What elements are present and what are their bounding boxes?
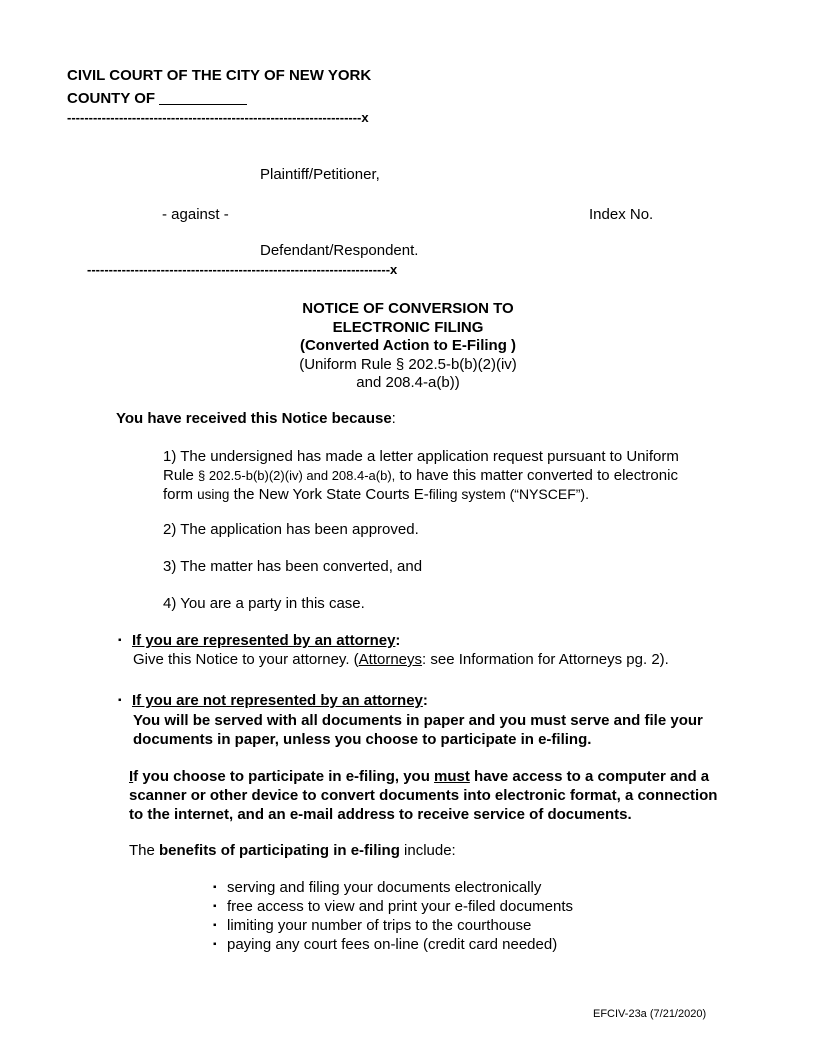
plaintiff-label: Plaintiff/Petitioner, — [260, 166, 380, 183]
benefits-intro — [129, 842, 456, 859]
county-blank-field[interactable] — [159, 90, 247, 105]
list-item — [213, 935, 573, 954]
reason-item-1-rule-cite: § 202.5-b(b)(2)(iv) and 208.4-a(b), — [198, 467, 396, 483]
not-represented-heading-colon: : — [422, 692, 428, 709]
represented-heading-text: If you are represented by an attorney — [132, 632, 396, 649]
notice-title — [258, 300, 558, 393]
reason-item-1-nyscef: filing system (“NYSCEF”). — [428, 486, 589, 502]
list-item — [213, 897, 573, 916]
benefit-text: free access to view and print your e-filed documents — [227, 898, 574, 915]
title-line-3: (Converted Action to E-Filing ) — [299, 337, 517, 354]
reason-item-1-using: using — [197, 487, 230, 502]
bullet-icon: ▪ — [118, 695, 122, 706]
bullet-icon: ▪ — [213, 901, 217, 912]
benefit-text: paying any court fees on-line (credit card needed) — [227, 936, 558, 953]
not-represented-line-2: documents in paper, unless you choose to participate in e-filing. — [133, 731, 592, 748]
participate-first-letter: I — [129, 768, 134, 785]
list-item — [213, 878, 573, 897]
participate-line-1-b: have access to a computer and a — [469, 768, 710, 785]
attorneys-link[interactable]: Attorneys — [358, 651, 423, 668]
not-represented-heading — [118, 692, 428, 709]
not-represented-text — [133, 711, 703, 749]
bullet-icon: ▪ — [213, 882, 217, 893]
reason-item-4: 4) You are a party in this case. — [163, 595, 365, 612]
participate-requirements — [129, 767, 717, 824]
participate-line-1 — [129, 767, 717, 786]
represented-heading-colon: : — [395, 632, 401, 649]
county-label: COUNTY OF — [67, 90, 156, 107]
index-number-label: Index No. — [589, 206, 654, 223]
form-identifier: EFCIV-23a (7/21/2020) — [593, 1008, 707, 1020]
represented-heading — [118, 632, 400, 649]
benefits-intro-b: include: — [399, 842, 456, 859]
participate-line-2: scanner or other device to convert documents into electronic format, a connection — [129, 787, 718, 804]
represented-text-b: : see Information for Attorneys pg. 2). — [422, 651, 669, 668]
list-item — [213, 916, 573, 935]
reason-heading-text: You have received this Notice because — [116, 410, 392, 427]
reason-item-2: 2) The application has been approved. — [163, 521, 419, 538]
county-line — [67, 90, 247, 107]
title-line-2: ELECTRONIC FILING — [332, 318, 484, 336]
benefits-intro-bold: benefits of participating in e-filing — [159, 842, 400, 859]
benefits-intro-a: The — [129, 842, 160, 859]
represented-instruction — [133, 651, 669, 668]
reason-item-3: 3) The matter has been converted, and — [163, 558, 423, 575]
reason-heading-colon: : — [391, 410, 396, 427]
participate-line-1-a: f you choose to participate in e-filing, you — [133, 768, 435, 785]
defendant-label: Defendant/Respondent. — [260, 242, 419, 259]
title-line-5: and 208.4-a(b)) — [356, 374, 460, 391]
bullet-icon: ▪ — [213, 920, 217, 931]
not-represented-line-1: You will be served with all documents in paper and you must serve and file your — [133, 712, 703, 729]
benefit-text: limiting your number of trips to the courthouse — [227, 917, 532, 934]
reason-item-1 — [163, 448, 679, 505]
reason-item-1-line-3 — [163, 485, 679, 505]
participate-must: must — [434, 768, 470, 785]
title-line-4: (Uniform Rule § 202.5-b(b)(2)(iv) — [299, 355, 517, 373]
reason-item-1-rule-tail: to have this matter converted to electronic — [395, 466, 678, 484]
reason-item-1-line-1: 1) The undersigned has made a letter application request pursuant to Uniform — [163, 448, 679, 465]
reason-heading — [116, 410, 396, 427]
reason-item-1-courts: the New York State Courts E- — [229, 486, 429, 503]
caption-divider-top: --------------------------------------------------------------------x — [67, 110, 369, 125]
caption-divider-bottom: ----------------------------------------------------------------------x — [87, 262, 398, 277]
court-name: CIVIL COURT OF THE CITY OF NEW YORK — [67, 67, 372, 84]
not-represented-heading-text: If you are not represented by an attorney — [132, 692, 423, 709]
benefit-text: serving and filing your documents electronically — [227, 879, 542, 896]
title-line-1: NOTICE OF CONVERSION TO — [302, 300, 514, 317]
represented-text-a: Give this Notice to your attorney. ( — [133, 651, 359, 668]
bullet-icon: ▪ — [213, 939, 217, 950]
benefits-list — [213, 878, 573, 954]
bullet-icon: ▪ — [118, 635, 122, 646]
against-label: - against - — [162, 206, 229, 223]
reason-item-1-line-2 — [163, 467, 679, 486]
participate-line-3: to the internet, and an e-mail address to receive service of documents. — [129, 806, 632, 823]
reason-item-1-form: form — [163, 486, 198, 503]
reason-item-1-rule-label: Rule — [163, 466, 199, 484]
